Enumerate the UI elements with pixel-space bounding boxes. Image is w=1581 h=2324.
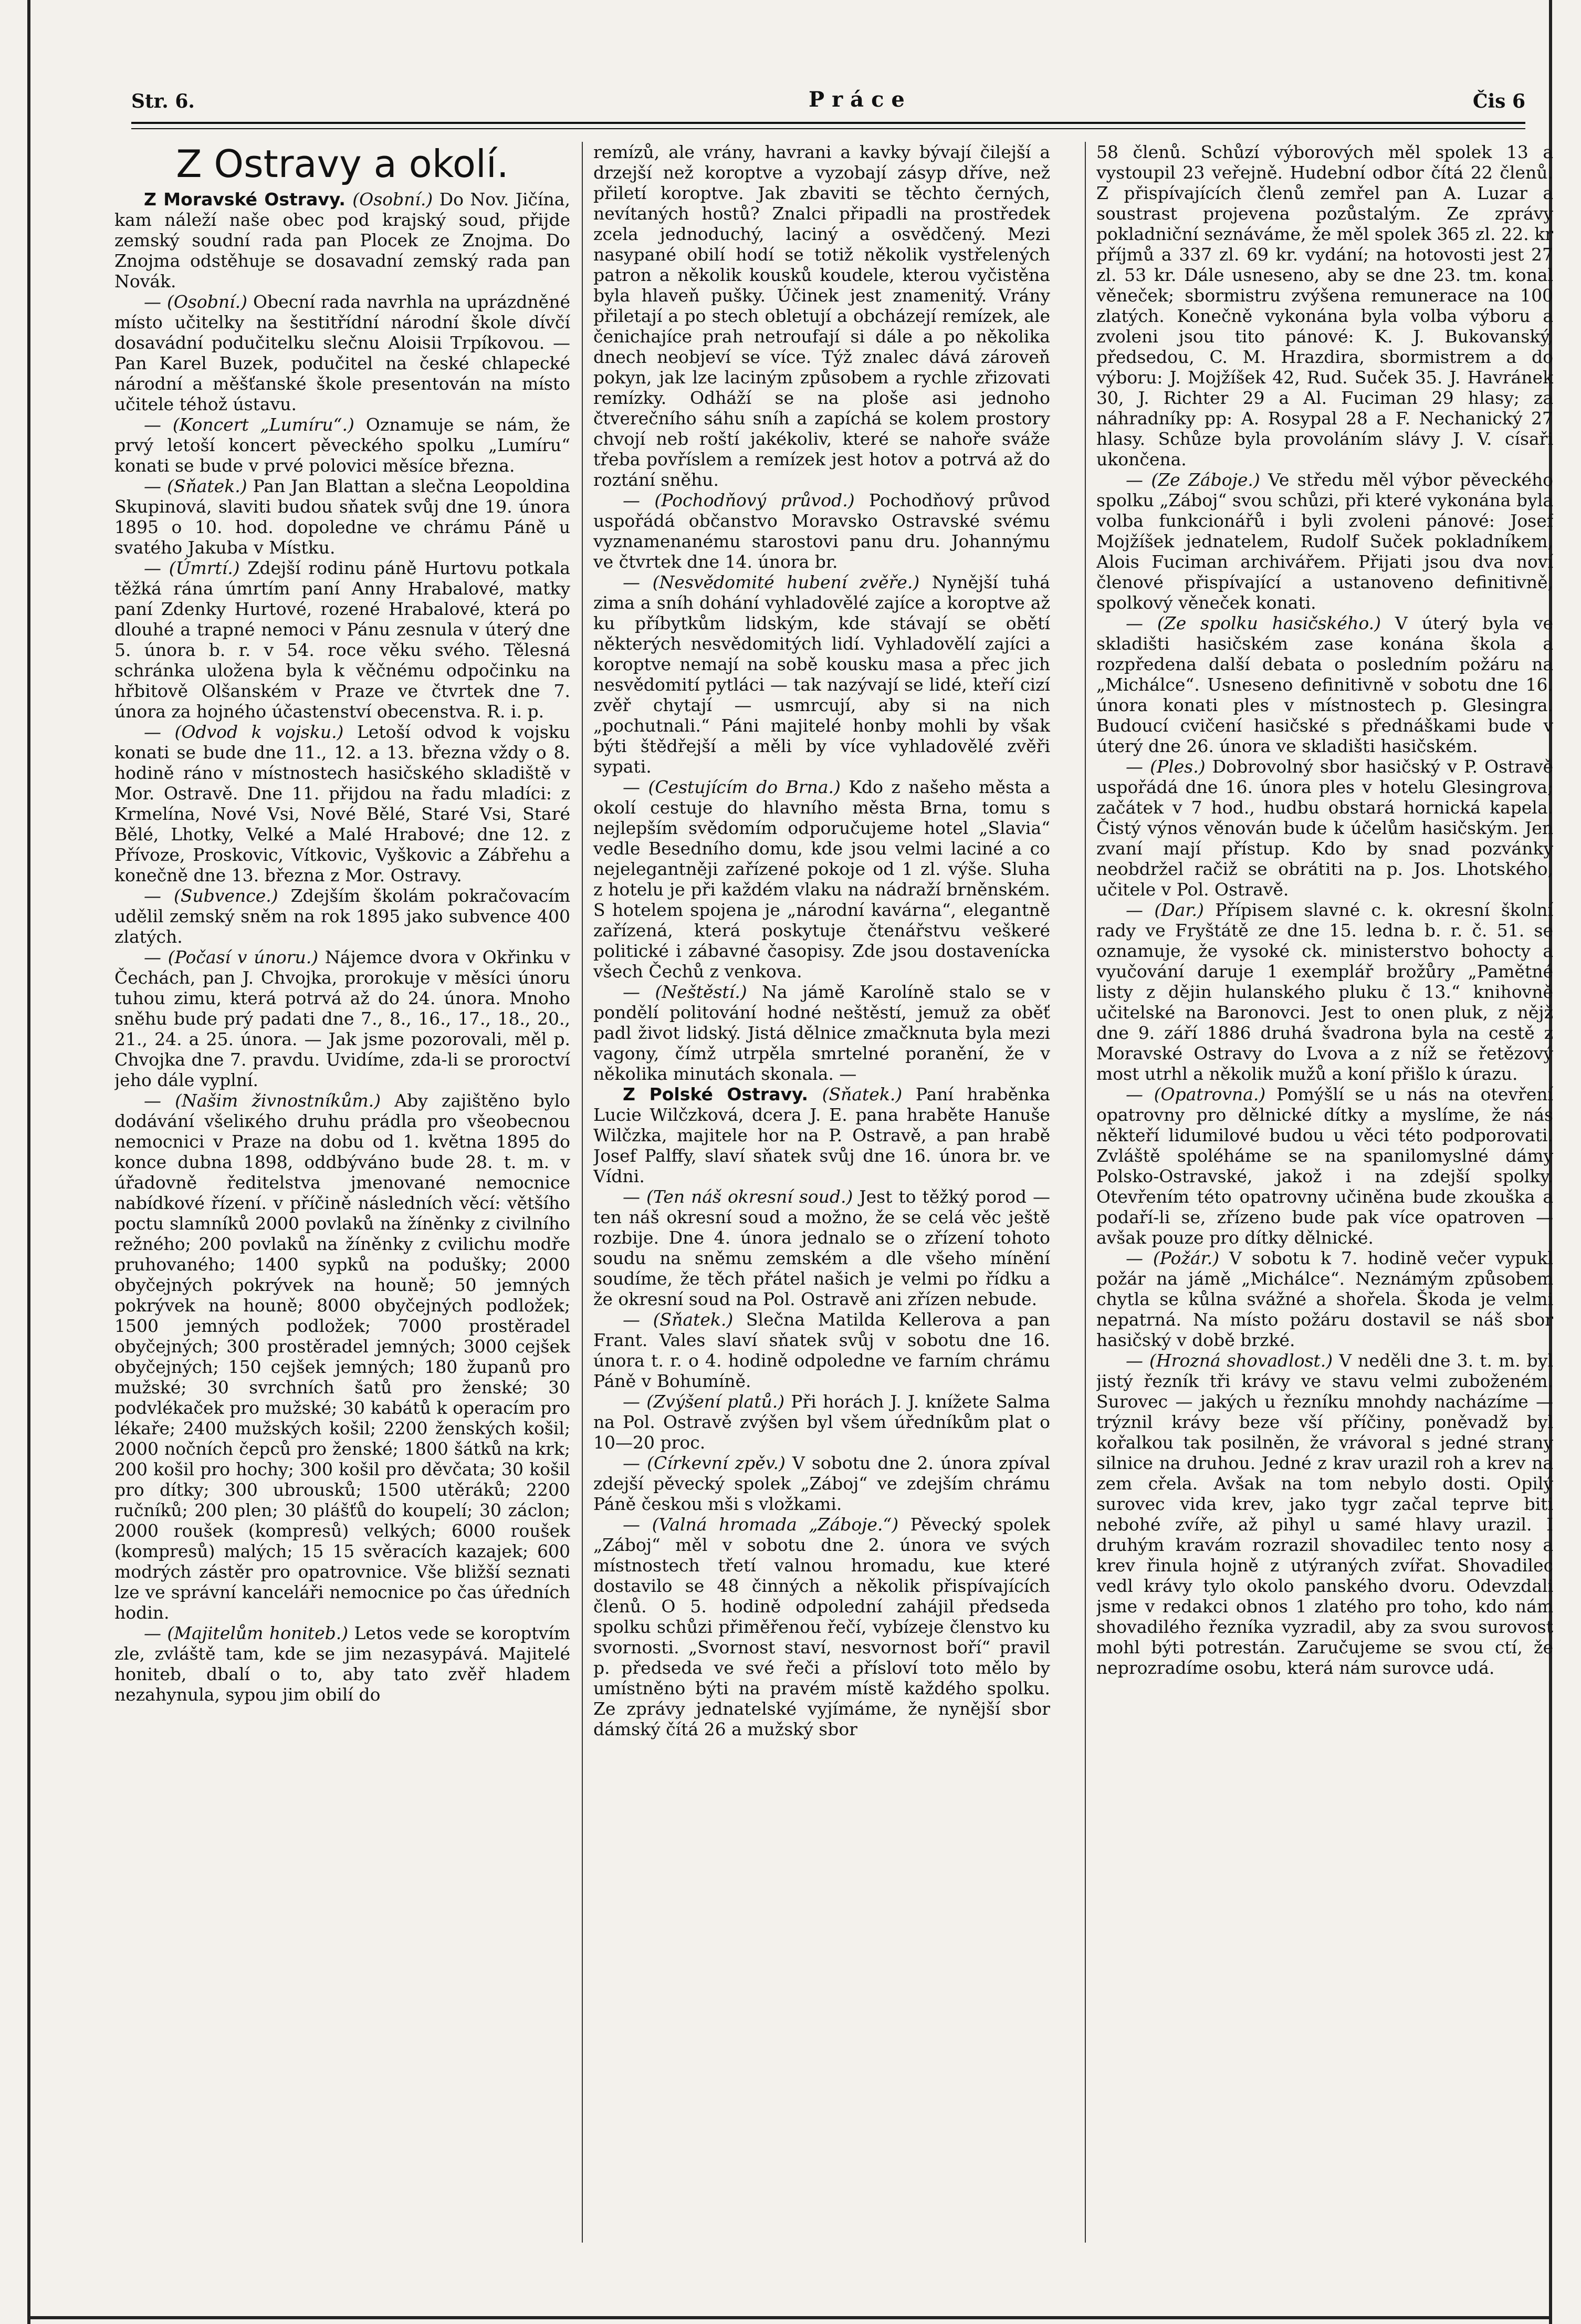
- page-border-left: [27, 0, 30, 2324]
- article-text: Pan Jan Blattan a slečna Leopoldina Skupinová, slaviti budou sňatek svůj dne 19. února 1895 o 10. hod. dopoledne ve chrámu Páně u svatého Jakuba v Místku.: [114, 476, 570, 558]
- article-heading: — (Požár.): [1126, 1248, 1230, 1268]
- article-heading: (Osobní.): [352, 189, 439, 210]
- place-lead: Z Polské Ostravy.: [623, 1084, 822, 1104]
- article-text: Zdejší rodinu páně Hurtovu potkala těžká rána úmrtím paní Anny Hrabalové, matky paní Zdenky Hurtové, rozené Hrabalové, která po dlouhé a trapné nemoci v Pánu zesnula v úterý dne 5. února b. r. v 54. roce věku svého. Tělesná schránka uložena byla k věčnému odpočinku na hřbitově Olšanském v Praze ve čtvrtek dne 7. února za hojného účastenství obecenstva. R. i. p.: [114, 558, 570, 722]
- article-heading: — (Sňatek.): [144, 476, 253, 496]
- article-paragraph: [593, 777, 1050, 982]
- article-paragraph: [1096, 1084, 1553, 1248]
- article-text: V sobotu k 7. hodině večer vypukl požár na jámě „Michálce“. Neznámým způsobem chytla se kůlna svážné a shořela. Škoda je velmi nepatrná. Na místo požáru dostavil se náš sbor hasičský v době brzké.: [1096, 1248, 1553, 1350]
- article-text: Aby zajištěno bylo dodávání všeliкého druhu prádla pro všeobecnou nemocnici v Praze na dobu od 1. května 1895 do konce dubna 1898, oddbýváno bude 28. t. m. v úřadovně ředitelstva jmenované nemocnice nabídkové řízení. v příčině následních věcí: většího poctu slamníků 2000 povlaků na žíněnky z civilního režného; 200 povlaků na žíněnky z cvilichu modře pruhovaného; 1400 sypků na podušky; 2000 obyčejných pokrývek na houně; 50 jemných pokrývek na houně; 8000 obyčejných podložek; 1500 jemných podložek; 7000 prostěradel obyčejných; 300 prostěradel jemných; 3000 cejšek obyčejných; 150 cejšek jemných; 180 županů pro mužské; 30 svrchních šatů pro ženské; 30 podvlékaček pro mužské; 30 kabátů k operacím pro lékaře; 2400 mužských košil; 2200 ženských košil; 2000 nočních čepců pro ženské; 1800 šátků na krk; 200 košil pro hochy; 300 košil pro děvčata; 30 košil pro dítky; 300 ubrousků; 1500 utěráků; 2200 ručníků; 200 plen; 30 plášťů do koupelí; 30 záclon; 2000 roušek (kompresů) velkých; 6000 roušek (kompresů) malých; 15 15 svěracích kazajek; 600 modrých zástěr pro opatrovnice. Vše bližší seznati lze ve správní kanceláři nemocnice po čas úředních hodin.: [114, 1090, 570, 1623]
- article-heading: — (Dar.): [1126, 900, 1216, 920]
- article-paragraph: [1096, 1248, 1553, 1350]
- article-paragraph: [1096, 613, 1553, 756]
- column-divider: [582, 142, 583, 2243]
- article-text: remízů, ale vrány, havrani a kavky bývají čilejší a drzejší než koroptve a vyzobají zásyp dříve, než přiletí koroptve. Jak zbaviti se těchto černých, nevítaných hostů? Znalci připadli na prostředek zcela jednoduchý, laciný a osvědčený. Mezi nasypané obilí hodí se totiž několik vystřelených patron a několik kousků koudele, kterou vyčistěna byla hlaveň pušky. Účinek jest znamenitý. Vrány přiletají a po stech obletují a obcházejí remízek, ale čenichajíce prah netroufají si dále a po několika dnech neobjeví se více. Týž znalec dává zároveň pokyn, jak lze laciným způsobem a rychle zřizovati remízky. Odháží se na ploše asi jednoho čtverečního sáhu sníh a zapíchá se kolem prostory chvojí neb roští jakékoliv, které se nahoře sváže třeba povříslem a remízek jest hotov a potrvá až do roztání sněhu.: [593, 142, 1050, 490]
- article-text: Paní hraběnka Lucie Wilčzková, dcera J. E. pana hraběte Hanuše Wilčzka, majitele hor na P. Ostravě, a pan hrabě Josef Palffy, slaví sňatek svůj dne 16. února br. ve Vídni.: [593, 1084, 1050, 1186]
- article-heading: — (Ples.): [1126, 756, 1212, 777]
- article-heading: — (Našim živnostníkům.): [144, 1090, 395, 1111]
- article-paragraph: [114, 885, 570, 947]
- page-header: [131, 84, 1525, 126]
- article-paragraph: [114, 1623, 570, 1705]
- article-text: Pochodňový průvod uspořádá občanstvo Moravsko Ostravské svému vyznamenanému starostovi panu dru. Johannýmu ve čtvrtek dne 14. února br.: [593, 490, 1050, 572]
- article-text: Při horách J. J. knížete Salma na Pol. Ostravě zvýšen byl všem úředníkům plat o 10—20 proc.: [593, 1391, 1050, 1453]
- article-text: Letoší odvod k vojsku konati se bude dne 11., 12. a 13. března vždy o 8. hodině ráno v místnostech hasičského skladiště v Mor. Ostravě. Dne 11. přijdou na řadu mladíci: z Krmelína, Nové Vsi, Nové Bělé, Staré Vsi, Staré Bělé, Lhotky, Velké a Malé Hrabové; dne 12. z Přívoze, Proskovic, Vítkovic, Vyškovic a Zábřehu a konečně dne 13. března z Mor. Ostravy.: [114, 722, 570, 885]
- article-heading: — (Koncert „Lumíru“.): [144, 414, 366, 435]
- article-paragraph: [1096, 756, 1553, 900]
- article-heading: — (Pochodňový průvod.): [623, 490, 869, 510]
- place-lead: Z Moravské Ostravy.: [144, 189, 353, 210]
- article-text: V úterý byla ve skladišti hasičském zase konána škola a rozpředena další debata o posledním požáru na „Michálce“. Usneseno definitivně v sobotu dne 16. února konati ples v místnostech p. Glesingra. Budoucí cvičení hasičské s přednáškami bude v úterý dne 26. února ve skladišti hasičském.: [1096, 613, 1553, 756]
- article-heading: — (Sňatek.): [623, 1309, 746, 1330]
- article-paragraph: [1096, 470, 1553, 613]
- article-heading: — (Církevní zpěv.): [623, 1453, 792, 1473]
- article-heading: — (Zvýšení platů.): [623, 1391, 791, 1412]
- article-heading: — (Ten náš okresní soud.): [623, 1186, 860, 1207]
- column-3: [1096, 142, 1553, 2264]
- article-text: V sobotu dne 2. února zpíval zdejší pěvecký spolek „Záboj“ ve zdejším chrámu Páně českou mši s vložkami.: [593, 1453, 1050, 1514]
- article-text: Pomýšlí se u nás na otevření opatrovny pro dělnické dítky a myslíme, že nás někteří lidumilové budou u věci této podporovati. Zvláště spoléháme se na spanilomyslné dámy Polsko-Ostravské, jakož i na zdejší spolky. Otevřením této opatrovny učiněna bude zkouška a podaří-li se, zřízeno bude pak více opatroven — avšak pouze pro dítky dělnické.: [1096, 1084, 1553, 1248]
- article-paragraph: [593, 1391, 1050, 1453]
- article-text: Oznamuje se nám, že prvý letoší koncert pěveckého spolku „Lumíru“ konati se bude v prvé polovici měsíce března.: [114, 414, 570, 476]
- article-heading: — (Cestujícím do Brna.): [623, 777, 849, 797]
- page-number: Str. 6.: [131, 90, 195, 112]
- article-text: Nájemce dvora v Okřinku v Čechách, pan J. Chvojka, prorokuje v měsíci únoru tuhou zimu, která potrvá až do 24. února. Mnoho sněhu bude prý padati dne 7., 8., 16., 17., 18., 20., 21., 24. a 25. února. — Jak jsme pozorovali, měl p. Chvojka dne 7. pravdu. Uvidíme, zda-li se proroctví jeho dále vyplní.: [114, 947, 570, 1090]
- article-text: 58 členů. Schůzí výborových měl spolek 13 a vystoupil 23 veřejně. Hudební odbor čítá 22 členů. Z přispívajících členů zemřel pan A. Luzar a soustrast projevena pozůstalým. Ze zprávy pokladniční seznáváme, že měl spolek 365 zl. 22. kr příjmů a 337 zl. 69 kr. vydání; na hotovosti jest 27 zl. 53 kr. Dále usneseno, aby se dne 23. tm. konal věneček; sbormistru zvýšena remunerace na 100 zlatých. Konečně vykonána byla volba výboru a zvoleni jsou tito pánové: K. J. Bukovanský, předsedou, C. M. Hrazdira, sbormistrem a do výboru: J. Mojžíšek 42, Rud. Suček 35. J. Havránek 30, J. Richter 29 a Al. Fuciman 29 hlasy; za náhradníky pp: A. Rosypal 28 a F. Nechanický 27 hlasy. Schůze byla provoláním slávy J. V. císaři ukončena.: [1096, 142, 1553, 470]
- article-text: Zdejším školám pokračovacím udělil zemský sněm na rok 1895 jako subvence 400 zlatých.: [114, 885, 570, 947]
- article-heading: — (Subvence.): [144, 885, 291, 906]
- article-heading: — (Ze spolku hasičského.): [1126, 613, 1395, 633]
- column-1: [114, 142, 570, 2264]
- newspaper-title: Práce: [809, 87, 912, 112]
- article-paragraph: [593, 572, 1050, 777]
- article-heading: — (Počasí v únoru.): [144, 947, 325, 967]
- article-paragraph: [114, 947, 570, 1090]
- column-divider: [1085, 142, 1086, 2243]
- article-paragraph: [114, 722, 570, 885]
- article-text: V neděli dne 3. t. m. byl jistý řezník tři krávy ve stavu velmi zuboženém. Surovec — jakých u řezníku mnohdy nacházíme — trýznil krávy beze vší příčiny, poněvadž byl kořalkou tak posilněn, že vrávoral s jedné strany silnice na druhou. Jedné z krav urazil roh a krev na zem cřela. Avšak na tom nebylo dosti. Opilý surovec vida krev, jako tygr začal teprve biti nebohé zvíře, až pihyl u samé hlavy urazil. I druhým kravám rozrazil shovadilec tento nosy a krev řinula hojně z utýraných zvířat. Shovadilec vedl krávy tylo okolo panského dvoru. Odevzdali jsme v redakci obnos 1 zlatého pro toho, kdo nám shovadilého řezníka vyzradil, aby za svou surovost mohl býti potrestán. Zaručujeme se svou ctí, že neprozradíme osobu, která nám surovce udá.: [1096, 1350, 1553, 1678]
- article-text: Na jámě Karolíně stalo se v pondělí politování hodné neštěstí, jemuž za oběť padl život lidský. Jistá dělnice zmačknuta byla mezi vagony, čímž utrpěla smrtelné poranění, že v několika minutách skonala. —: [593, 982, 1050, 1084]
- header-rule: [131, 122, 1525, 129]
- article-text: Ve středu měl výbor pěveckého spolku „Záboj“ svou schůzi, při které vykonána byla volba funkcionářů i byli zvoleni pánové: Josef Mojžíšek jednatelem, Rudolf Suček pokladníkem, Alois Fuciman archivářem. Přijati jsou dva noví členové přispívající a ustanoveno definitivně, spolkový věneček konati.: [1096, 470, 1553, 613]
- section-title: Z Ostravy a okolí.: [176, 142, 509, 186]
- article-paragraph: [593, 1514, 1050, 1739]
- column-1-articles: [114, 189, 570, 1705]
- article-paragraph: [593, 1453, 1050, 1514]
- article-heading: — (Majitelům honiteb.): [144, 1623, 354, 1643]
- column-2-articles: [593, 142, 1050, 1739]
- article-paragraph: [114, 1090, 570, 1623]
- column-3-articles: [1096, 142, 1553, 1678]
- article-paragraph: [593, 142, 1050, 490]
- article-text: Nynější tuhá zima a sníh dohání vyhladovělé zajíce a koroptve až ku příbytkům lidským, kde stávají se obětí některých nesvědomitých lidí. Vyhladovělí zajíci a koroptve nemají na sobě kousku masa a přec jich nesvědomití pytláci — tak nazývají se lidé, kteří cizí zvěř chytají — usmrcují, aby si na nich „pochutnali.“ Páni majitelé honby mohli by však býti štědřejší a měli by více vyhladovělé zvěři sypati.: [593, 572, 1050, 777]
- article-text: Pěvecký spolek „Záboj“ měl v sobotu dne 2. února ve svých místnostech třetí valnou hromadu, kue které dostavilo se 48 činných a několik přispívajících členů. O 5. hodině odpolední zahájil předseda spolku schůzi přiměřenou řečí, vybízeje členstvo ku svornosti. „Svornost staví, nesvornost boří“ pravil p. předseda ve své řeči a přísloví toto mělo by umístněno býti na pravém místě každého spolku. Ze zprávy jednatelské vyjímáme, že nynější sbor dámský čítá 26 a mužský sbor: [593, 1514, 1050, 1739]
- article-heading: — (Nesvědomité hubení zvěře.): [623, 572, 932, 592]
- article-paragraph: [114, 189, 570, 291]
- article-text: Dobrovolný sbor hasičský v P. Ostravě uspořádá dne 16. února ples v hotelu Glesingrova; začátek v 7 hod., hudbu obstará hornická kapela. Čistý výnos věnován bude k účelům hasičským. Jen zvaní mají přístup. Kdo by snad pozvánky neobdržel račiž se obrátiti na p. Jos. Lhotského, učitele v Pol. Ostravě.: [1096, 756, 1553, 900]
- article-text: Do Nov. Jičína, kam náleží naše obec pod krajský soud, přijde zemský soudní rada pan Plocek ze Znojma. Do Znojma odstěhuje se dosavadní zemský rada pan Novák.: [114, 189, 570, 291]
- article-heading: — (Osobní.): [144, 291, 254, 312]
- column-2: [593, 142, 1050, 2264]
- article-paragraph: [593, 1084, 1050, 1186]
- article-heading: (Sňatek.): [822, 1084, 916, 1104]
- page-border-bottom: [27, 2316, 1552, 2319]
- article-text: Letos vede se koroptvím zle, zvláště tam, kde se jim nezasypává. Majitelé honiteb, dbalí o to, aby tato zvěř hladem nezahynula, sypou jim obilí do: [114, 1623, 570, 1705]
- article-paragraph: [114, 414, 570, 476]
- article-paragraph: [114, 291, 570, 414]
- article-heading: — (Neštěstí.): [623, 982, 762, 1002]
- issue-number: Čis 6: [1472, 90, 1525, 112]
- article-text: Slečna Matilda Kellerova a pan Frant. Vales slaví sňatek svůj v sobotu dne 16. února t. r. o 4. hodině odpoledne ve farním chrámu Páně v Bohumíně.: [593, 1309, 1050, 1391]
- article-paragraph: [593, 982, 1050, 1084]
- article-heading: — (Hrozná shovadlost.): [1126, 1350, 1339, 1371]
- article-paragraph: [593, 1309, 1050, 1391]
- article-paragraph: [1096, 1350, 1553, 1678]
- article-heading: — (Ze Záboje.): [1126, 470, 1269, 490]
- article-paragraph: [1096, 142, 1553, 470]
- article-heading: — (Odvod k vojsku.): [144, 722, 357, 742]
- article-heading: — (Valná hromada „Záboje.“): [623, 1514, 910, 1535]
- article-paragraph: [114, 558, 570, 722]
- article-paragraph: [1096, 900, 1553, 1084]
- article-paragraph: [593, 490, 1050, 572]
- article-paragraph: [114, 476, 570, 558]
- article-text: Kdo z našeho města a okolí cestuje do hlavního města Brna, tomu s nejlepším svědomím odporučujeme hotel „Slavia“ vedle Besedního domu, kde jsou velmi laciné a co nejelegantněji zařízené pokoje od 1 zl. výše. Sluha z hotelu je při každém vlaku na nádraží brněnském. S hotelem spojena je „národní kavárna“, elegantně zařízená, která poskytuje čtenářstvu veškeré politické i zábavné časopisy. Zde jsou dostavenícka všech Čechů z venkova.: [593, 777, 1050, 982]
- article-text: Přípisem slavné c. k. okresní školní rady ve Fryštátě ze dne 15. ledna b. r. č. 51. se oznamuje, že vysoké ck. ministerstvo bohocty a vyučování daruje 1 exemplář brožůry „Pamětné listy z dějin hulanského pluku č 13.“ knihovně učitelské na Baronovci. Jest to onen pluk, z nějž dne 9. září 1886 druhá švadrona byla na cestě z Moravské Ostravy do Lvova a z níž se řetězový most utrhl a několik mužů a koní přišlo k úrazu.: [1096, 900, 1553, 1084]
- article-heading: — (Opatrovna.): [1126, 1084, 1276, 1104]
- article-paragraph: [593, 1186, 1050, 1309]
- article-text: Obecní rada navrhla na uprázdněné místo učitelky na šestitřídní národní škole dívčí dosavádní podučitelku slečnu Aloisii Trpíkovou. — Pan Karel Buzek, podučitel na české chlapecké národní a měšťanské škole presentován na místo učitele téhož ústavu.: [114, 291, 570, 414]
- article-text: Jest to těžký porod — ten náš okresní soud a možno, že se celá věc ještě rozbije. Dne 4. února jednalo se o zřízení tohoto soudu na sněmu zemském a dle všeho mínění soudíme, že těch přátel našich je velmi po řídku a že okresní soud na Pol. Ostravě ani zřízen nebude.: [593, 1186, 1050, 1309]
- article-heading: — (Úmrtí.): [144, 558, 248, 578]
